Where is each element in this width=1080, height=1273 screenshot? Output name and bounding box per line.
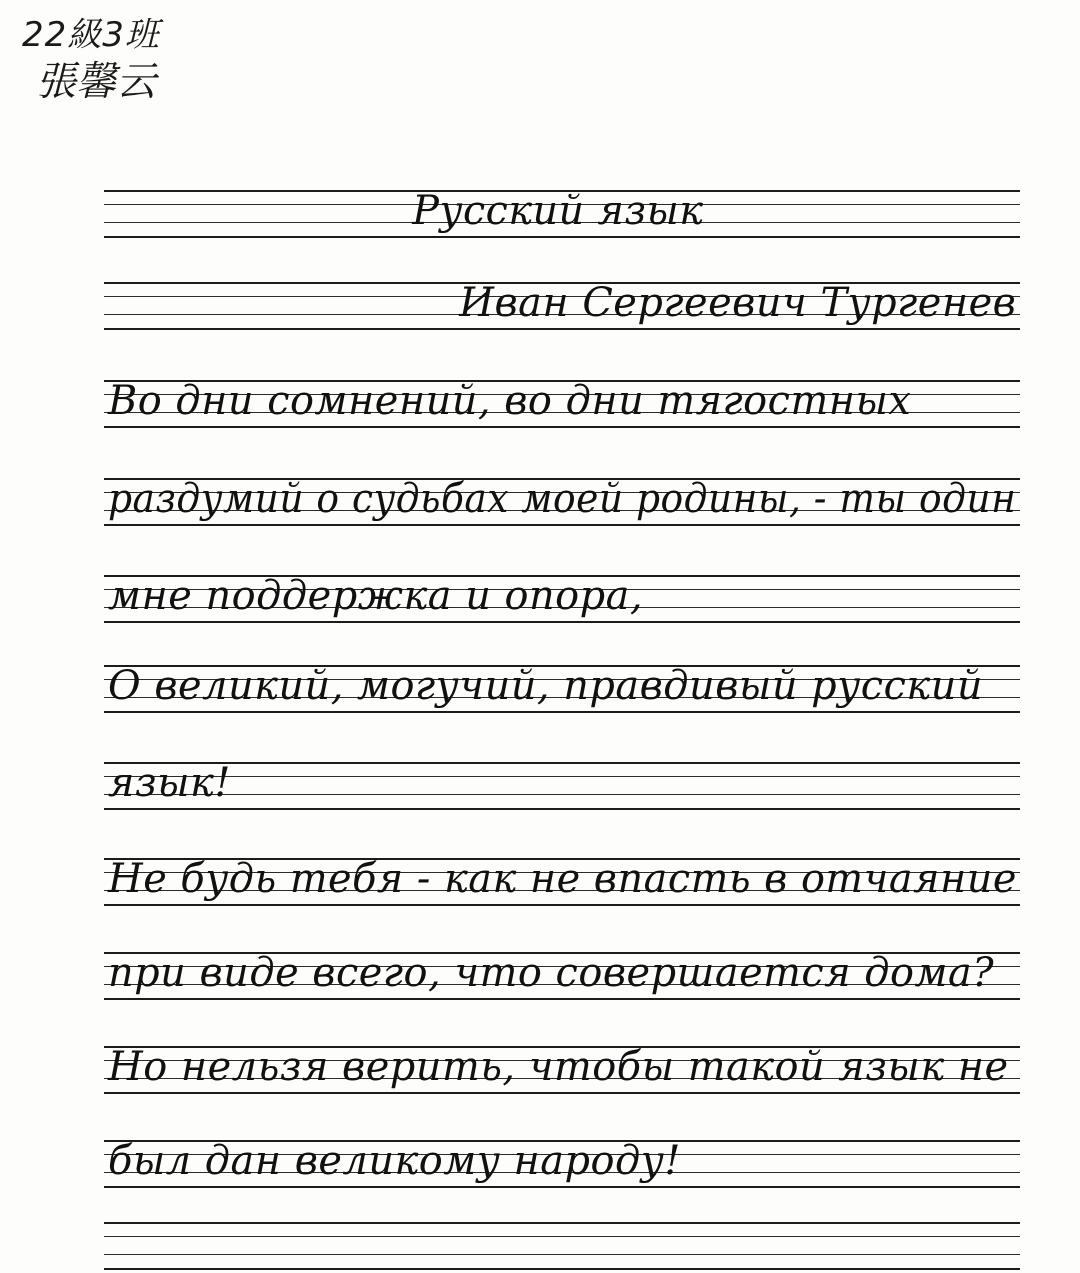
rule-line — [104, 1222, 1020, 1224]
rule-line — [104, 1254, 1020, 1255]
ruled-band-line — [104, 665, 1020, 715]
ruled-band-line — [104, 380, 1020, 430]
poem-line: был дан великому народу! — [108, 1138, 681, 1184]
student-name: 張馨云 — [36, 58, 156, 105]
rule-line — [104, 236, 1020, 238]
rule-line — [104, 1186, 1020, 1188]
ruled-lines-area — [104, 0, 1020, 1273]
rule-line — [104, 808, 1020, 810]
poem-title: Русский язык — [412, 188, 704, 234]
poem-line: при виде всего, что совершается дома? — [108, 950, 995, 996]
rule-line — [104, 1268, 1020, 1270]
rule-line — [104, 1092, 1020, 1094]
poem-line: мне поддержка и опора, — [108, 573, 644, 619]
poem-line: раздумий о судьбах моей родины, - ты один — [108, 476, 1017, 522]
ruled-band-author — [104, 282, 1020, 332]
ruled-band-line — [104, 478, 1020, 528]
rule-line — [104, 328, 1020, 330]
rule-line — [104, 1236, 1020, 1237]
ruled-band-line — [104, 762, 1020, 812]
ruled-band-line — [104, 952, 1020, 1002]
poem-line: Во дни сомнений, во дни тягостных — [108, 378, 912, 424]
poem-line: Не будь тебя - как не впасть в отчаяние — [108, 856, 1017, 902]
rule-line — [104, 621, 1020, 623]
class-label: 22級3班 — [22, 15, 160, 55]
ruled-band-line — [104, 1140, 1020, 1190]
poem-line: О великий, могучий, правдивый русский — [108, 663, 983, 709]
ruled-band-empty — [104, 1222, 1020, 1272]
ruled-band-line — [104, 1046, 1020, 1096]
rule-line — [104, 904, 1020, 906]
poem-line: Но нельзя верить, чтобы такой язык не — [108, 1044, 1009, 1090]
rule-line — [104, 524, 1020, 526]
rule-line — [104, 998, 1020, 1000]
ruled-band-line — [104, 858, 1020, 908]
rule-line — [104, 426, 1020, 428]
ruled-band-title — [104, 190, 1020, 240]
poem-author: Иван Сергеевич Тургенев — [459, 280, 1017, 326]
rule-line — [104, 711, 1020, 713]
ruled-band-line — [104, 575, 1020, 625]
poem-line: язык! — [108, 760, 231, 806]
